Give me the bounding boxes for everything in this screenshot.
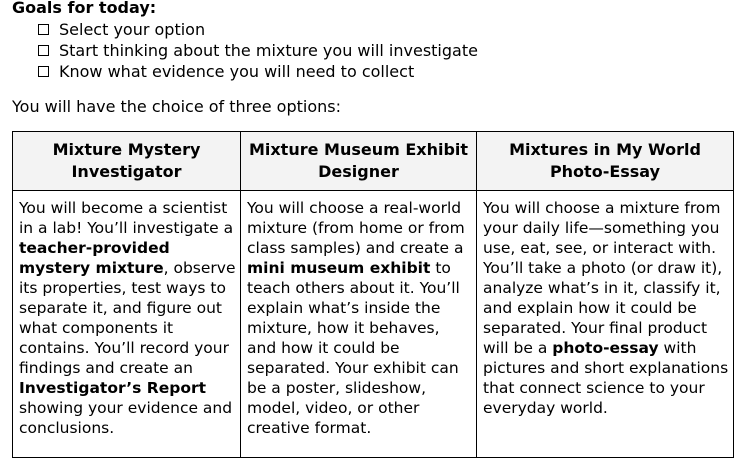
- goal-label: Select your option: [59, 20, 206, 39]
- option-title: Mixtures in My World Photo-Essay: [477, 132, 734, 191]
- table-row: [13, 191, 734, 458]
- checkbox-icon[interactable]: [38, 66, 49, 77]
- goals-list: [38, 19, 478, 82]
- option-description: [477, 191, 734, 458]
- description-emphasis: teacher-provided mystery mixture: [19, 239, 170, 277]
- description-text: You will choose a mixture from your daily life—something you use, eat, see, or interact with. You’ll take a photo (or draw it), analyze what’s in it, classify it, and explain how it could be separated. Your final product will be a: [483, 199, 723, 357]
- option-description: [13, 191, 241, 458]
- goals-heading: Goals for today:: [12, 0, 157, 17]
- checkbox-icon[interactable]: [38, 24, 49, 35]
- options-intro: You will have the choice of three options:: [12, 97, 341, 116]
- options-table: [12, 131, 734, 458]
- description-text: showing your evidence and conclusions.: [19, 399, 233, 437]
- goal-item: [38, 40, 478, 61]
- description-text: to teach others about it. You’ll explain what’s inside the mixture, how it behaves, and how it could be separated. Your exhibit can be a poster, slideshow, model, video, or other creative format.: [247, 259, 460, 437]
- goal-item: [38, 61, 478, 82]
- goal-item: [38, 19, 478, 40]
- goal-label: Start thinking about the mixture you will investigate: [59, 41, 478, 60]
- description-text: with pictures and short explanations that connect science to your everyday world.: [483, 339, 729, 417]
- goal-label: Know what evidence you will need to collect: [59, 62, 415, 81]
- checkbox-icon[interactable]: [38, 45, 49, 56]
- description-text: , observe its properties, test ways to separate it, and figure out what components it contains. You’ll record your findings and create an: [19, 259, 236, 377]
- description-emphasis: photo-essay: [552, 339, 659, 357]
- description-text: You will become a scientist in a lab! You’ll investigate a: [19, 199, 234, 237]
- table-header-row: [13, 132, 734, 191]
- option-title: Mixture Museum Exhibit Designer: [241, 132, 477, 191]
- description-text: You will choose a real-world mixture (from home or from class samples) and create a: [247, 199, 465, 257]
- option-title: Mixture Mystery Investigator: [13, 132, 241, 191]
- description-emphasis: Investigator’s Report: [19, 379, 207, 397]
- option-description: [241, 191, 477, 458]
- description-emphasis: mini museum exhibit: [247, 259, 431, 277]
